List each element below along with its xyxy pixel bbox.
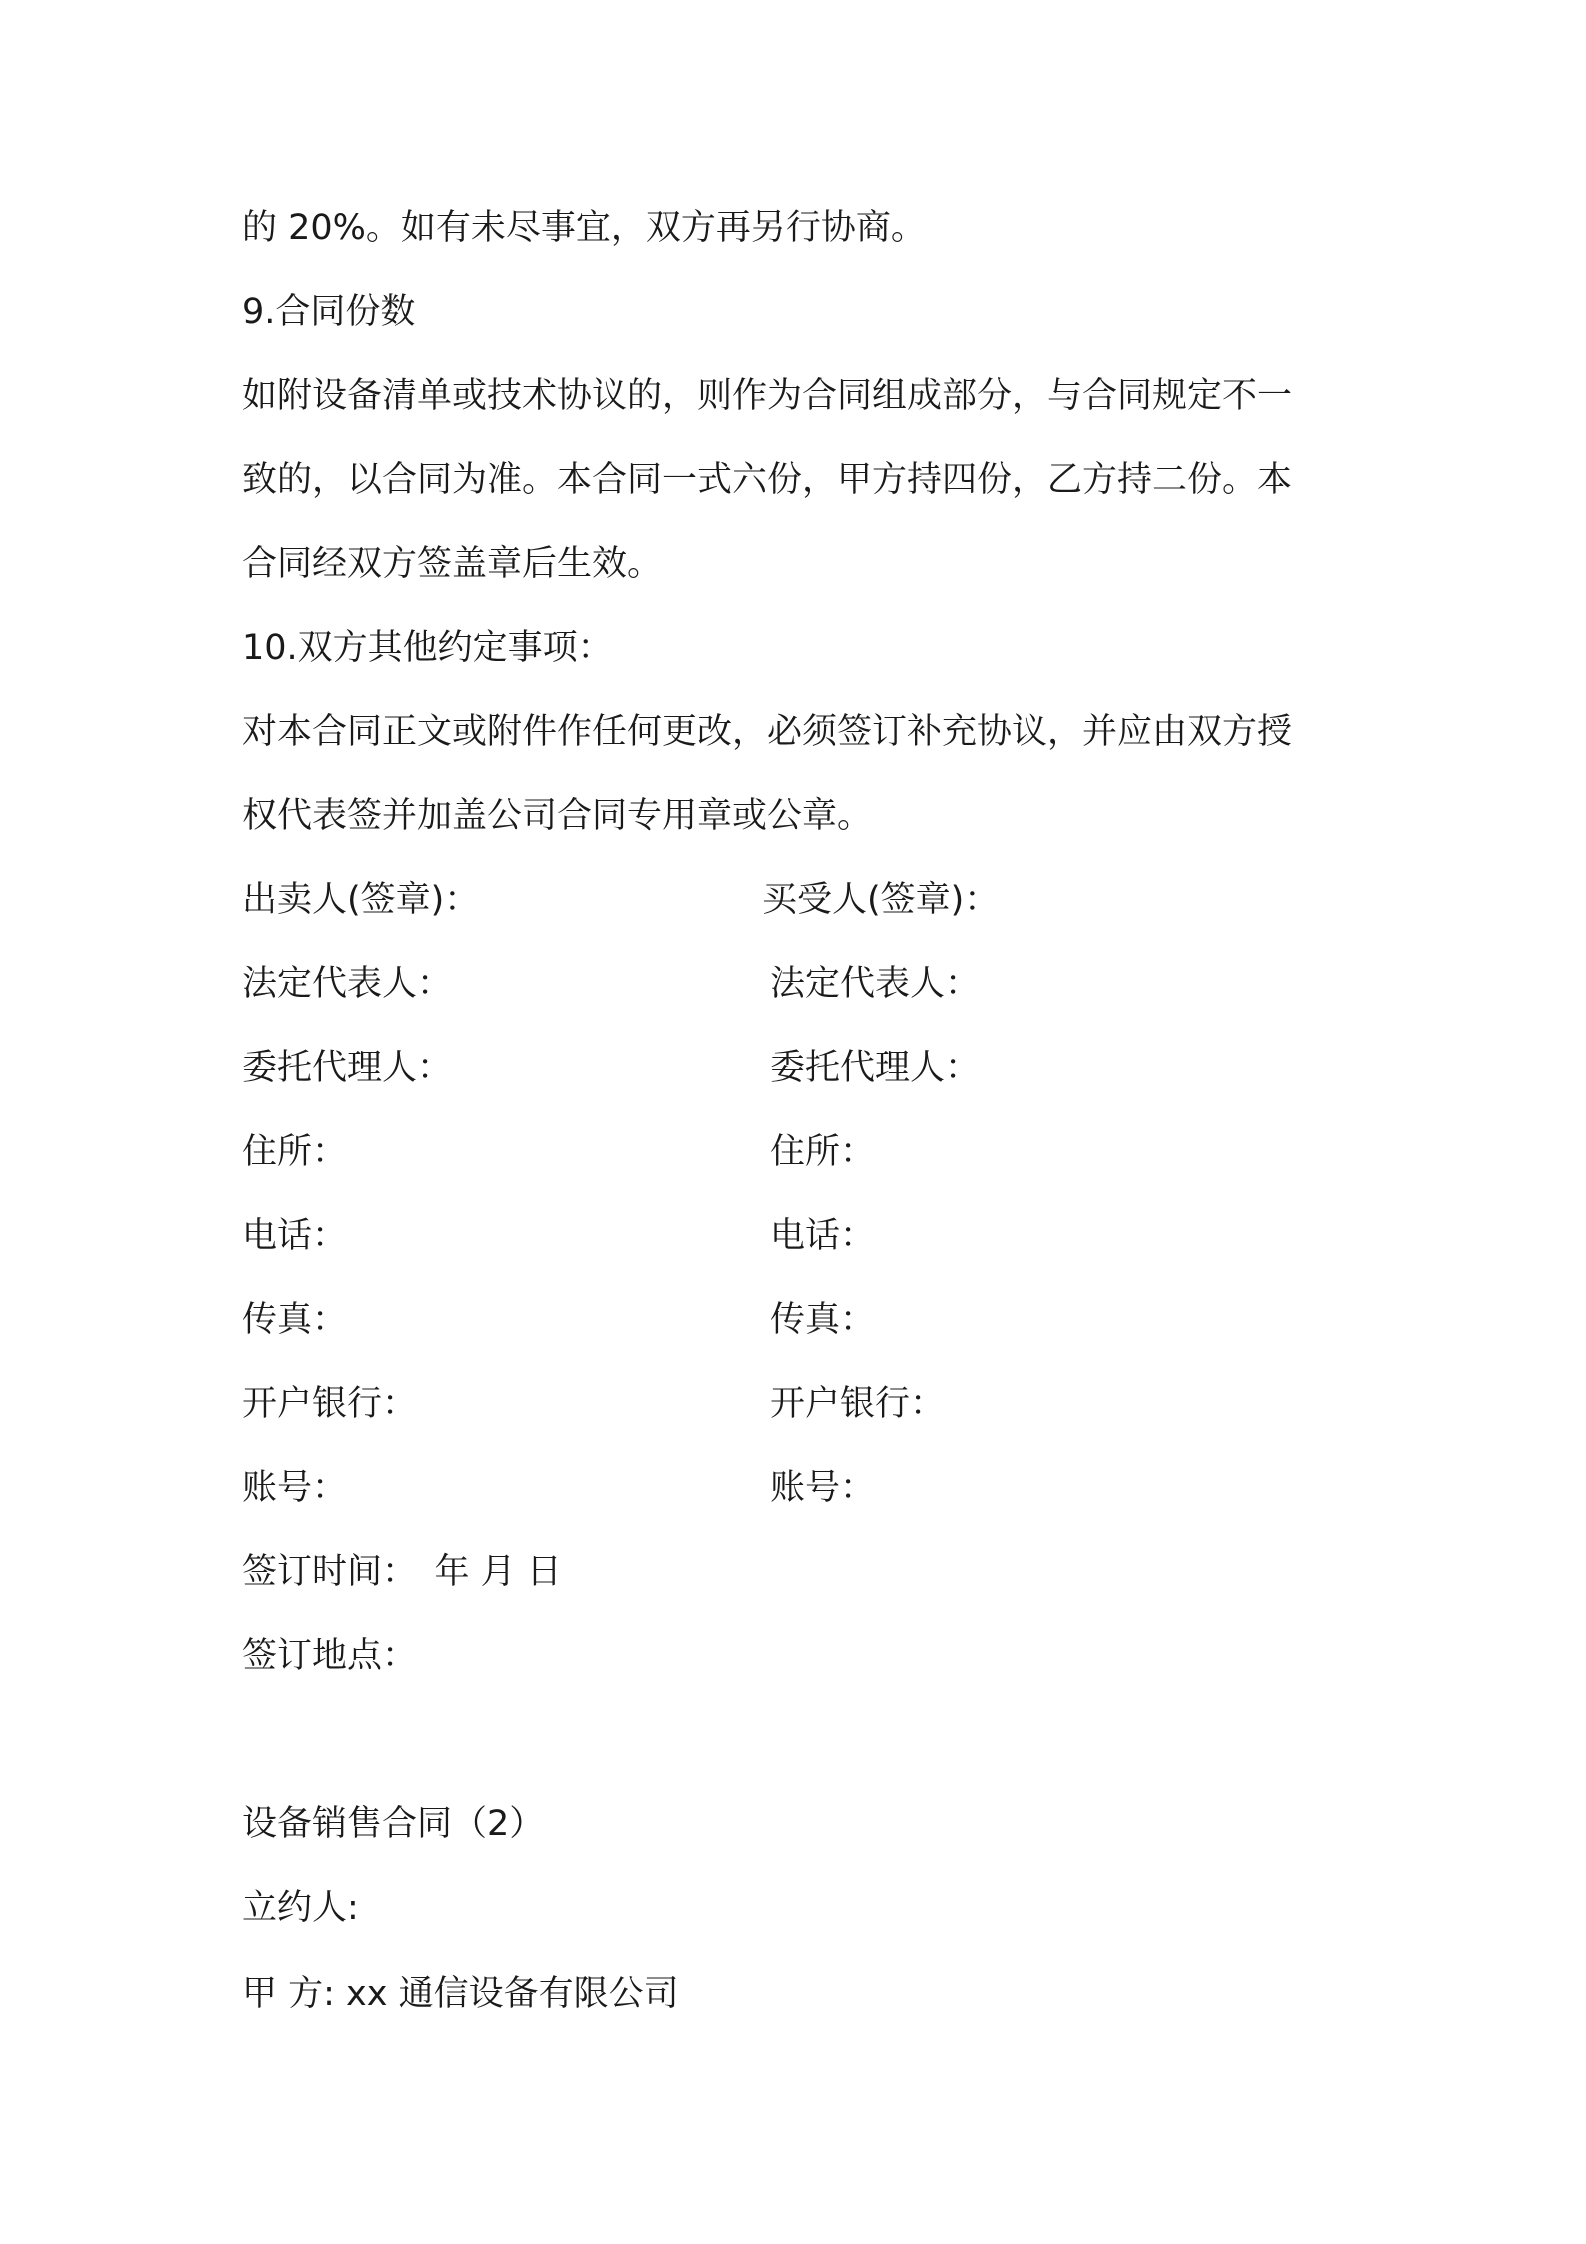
buyer-signature-label: 买受人(签章)： [762, 880, 1000, 920]
seller-account-label: 账号： [242, 1468, 348, 1508]
buyer-fax-label: 传真： [770, 1300, 876, 1340]
seller-bank-label: 开户银行： [242, 1384, 418, 1424]
sign-time-label: 签订时间： 年 月 日 [242, 1552, 562, 1592]
buyer-address-label: 住所： [770, 1132, 876, 1172]
paragraph-line: 对本合同正文或附件作任何更改，必须签订补充协议，并应由双方授 [242, 712, 1293, 752]
seller-fax-label: 传真： [242, 1300, 348, 1340]
section-heading-10: 10.双方其他约定事项： [242, 628, 613, 668]
seller-phone-label: 电话： [242, 1216, 348, 1256]
buyer-account-label: 账号： [770, 1468, 876, 1508]
seller-agent-label: 委托代理人： [242, 1048, 453, 1088]
buyer-agent-label: 委托代理人： [770, 1048, 981, 1088]
party-intro-label: 立约人: [242, 1888, 359, 1928]
paragraph-line: 合同经双方签盖章后生效。 [242, 544, 663, 584]
second-contract-title: 设备销售合同（2） [242, 1804, 545, 1844]
paragraph-line: 的 20%。如有未尽事宜，双方再另行协商。 [242, 208, 926, 248]
paragraph-line: 致的，以合同为准。本合同一式六份，甲方持四份，乙方持二份。本 [242, 460, 1293, 500]
buyer-phone-label: 电话： [770, 1216, 876, 1256]
paragraph-line: 权代表签并加盖公司合同专用章或公章。 [242, 796, 873, 836]
buyer-bank-label: 开户银行： [770, 1384, 946, 1424]
buyer-legal-rep-label: 法定代表人： [770, 964, 981, 1004]
section-heading-9: 9.合同份数 [242, 292, 416, 332]
sign-place-label: 签订地点： [242, 1636, 418, 1676]
seller-legal-rep-label: 法定代表人： [242, 964, 453, 1004]
party-a-line: 甲 方: xx 通信设备有限公司 [242, 1974, 679, 2014]
paragraph-line: 如附设备清单或技术协议的，则作为合同组成部分，与合同规定不一 [242, 376, 1293, 416]
seller-signature-label: 出卖人(签章)： [242, 880, 480, 920]
seller-address-label: 住所： [242, 1132, 348, 1172]
